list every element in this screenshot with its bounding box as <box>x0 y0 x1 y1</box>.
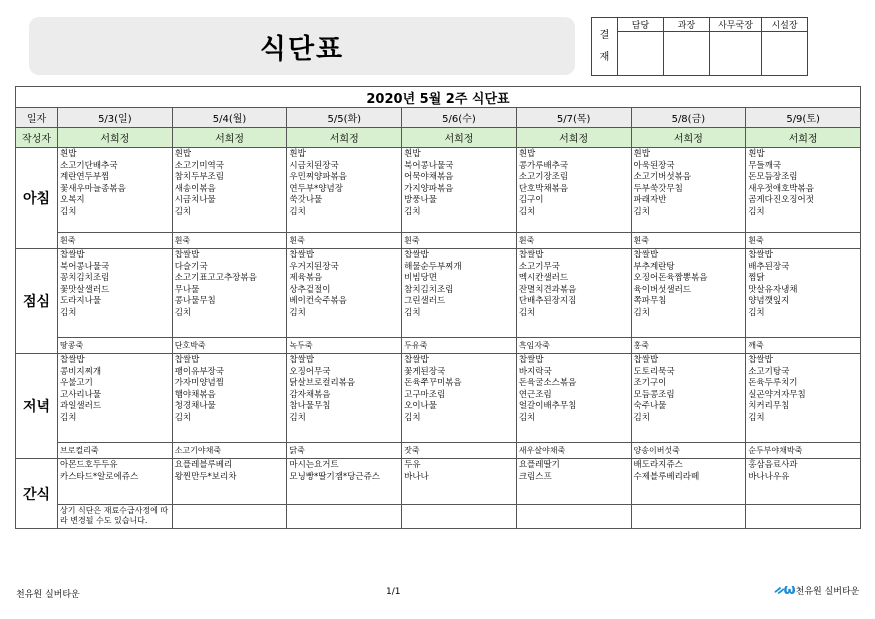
menu-item: 찹쌀밥 <box>748 250 773 260</box>
meal-label: 저녁 <box>16 354 58 459</box>
menu-item: 곰게다진오징어젓 <box>748 195 814 205</box>
organization-logo <box>774 582 859 598</box>
date-header-label: 일자 <box>16 108 58 128</box>
menu-item: 청경채나물 <box>174 401 216 411</box>
empty-cell <box>516 505 631 529</box>
menu-item: 방풍나물 <box>404 195 437 205</box>
menu-note: 상기 식단은 재료수급사정에 따라 변경될 수도 있습니다. <box>58 505 173 529</box>
menu-cell <box>172 354 287 443</box>
menu-item: 찹쌀밥 <box>60 355 85 365</box>
porridge-cell: 흰죽 <box>402 233 517 249</box>
snack-cell <box>287 459 402 505</box>
snack-item: 요플레딸기 <box>518 460 560 470</box>
empty-cell <box>287 505 402 529</box>
porridge-cell: 새우살야채죽 <box>516 443 631 459</box>
porridge-cell: 단호박죽 <box>172 338 287 354</box>
title-banner <box>29 17 575 75</box>
menu-item: 모듬콩조림 <box>633 389 675 400</box>
menu-item: 멕시칸샐러드 <box>518 273 569 283</box>
menu-item: 우거지된장국 <box>289 261 339 272</box>
menu-item: 김치 <box>633 307 650 318</box>
menu-item: 김치 <box>404 412 421 423</box>
snack-item: 두유 <box>404 460 421 470</box>
day-header: 5/3(일) <box>58 108 173 128</box>
menu-item: 치커리무침 <box>748 401 790 411</box>
author-header-label: 작성자 <box>16 128 58 148</box>
porridge-cell: 잣죽 <box>402 443 517 459</box>
menu-item: 김치 <box>289 206 306 217</box>
menu-item: 베이컨숙주볶음 <box>289 296 347 306</box>
menu-item: 참치두부조림 <box>174 172 224 182</box>
porridge-cell: 두유죽 <box>402 338 517 354</box>
porridge-cell: 흑임자죽 <box>516 338 631 354</box>
menu-item: 무들깨국 <box>748 160 782 171</box>
menu-cell <box>287 148 402 233</box>
menu-item: 고사리나물 <box>60 389 102 400</box>
approval-label-1: 결 <box>599 29 610 41</box>
porridge-cell: 흰죽 <box>631 233 746 249</box>
menu-item: 김치 <box>60 412 77 423</box>
author-cell: 서희정 <box>58 128 173 148</box>
menu-item: 돈모듬장조림 <box>748 172 798 182</box>
menu-item: 잔멸치견과볶음 <box>518 284 577 295</box>
snack-cell <box>631 459 746 505</box>
menu-item: 계란연두부찜 <box>60 172 110 182</box>
porridge-cell: 닭죽 <box>287 443 402 459</box>
porridge-cell: 흰죽 <box>516 233 631 249</box>
signature-box <box>664 32 710 76</box>
menu-item: 김치 <box>404 307 421 318</box>
menu-item: 조기구이 <box>633 378 667 388</box>
menu-cell <box>746 148 861 233</box>
menu-item: 비빔당면 <box>404 273 437 283</box>
snack-item: 홍삼음료사과 <box>748 460 798 470</box>
menu-table <box>15 86 861 529</box>
menu-item: 찹쌀밥 <box>404 250 429 260</box>
snack-item: 왕찐만두*보리차 <box>174 471 237 482</box>
empty-cell <box>172 505 287 529</box>
footer-organization: 천유원 실버타운 <box>16 590 80 600</box>
porridge-cell: 땅콩죽 <box>58 338 173 354</box>
menu-cell <box>516 354 631 443</box>
approval-role: 담당 <box>618 18 664 32</box>
menu-cell <box>402 148 517 233</box>
porridge-cell: 흰죽 <box>58 233 173 249</box>
menu-item: 시금치된장국 <box>289 160 339 171</box>
porridge-cell: 순두부야채박죽 <box>746 443 861 459</box>
menu-item: 콩가루배추국 <box>518 160 569 171</box>
menu-item: 파래자반 <box>633 195 667 205</box>
menu-item: 소고기표고고추장볶음 <box>174 273 257 283</box>
snack-item: 모닝빵*딸기잼*당근쥬스 <box>289 471 381 482</box>
author-cell: 서희정 <box>402 128 517 148</box>
menu-cell <box>58 354 173 443</box>
page-title: 식단표 <box>259 33 345 65</box>
menu-item: 김치 <box>174 307 192 318</box>
menu-item: 양념깻잎지 <box>748 296 790 306</box>
menu-cell <box>58 249 173 338</box>
day-header: 5/7(목) <box>516 108 631 128</box>
menu-item: 김치 <box>60 307 77 318</box>
menu-item: 쑥갓나물 <box>289 195 323 205</box>
menu-item: 부추계란탕 <box>633 261 675 272</box>
note-row <box>16 505 861 529</box>
menu-cell <box>516 249 631 338</box>
menu-item: 해물순두부찌개 <box>404 261 462 272</box>
menu-item: 김치 <box>518 412 536 423</box>
snack-item: 바나나우유 <box>748 471 790 482</box>
menu-item: 콩나물무침 <box>174 296 216 306</box>
snack-cell <box>402 459 517 505</box>
signature-box <box>618 32 664 76</box>
snack-cell <box>516 459 631 505</box>
menu-item: 바지락국 <box>518 366 552 377</box>
menu-item: 햄야채볶음 <box>174 389 216 400</box>
meal-row <box>16 148 861 233</box>
snack-item: 수제블루베리라떼 <box>633 471 700 482</box>
menu-item: 돈육쭈꾸미볶음 <box>404 378 462 388</box>
day-header: 5/8(금) <box>631 108 746 128</box>
menu-item: 찹쌀밥 <box>289 250 315 260</box>
menu-item: 소고기버섯볶음 <box>633 172 691 182</box>
menu-item: 콩비지찌개 <box>60 366 102 377</box>
menu-item: 김치 <box>748 206 765 217</box>
approval-box <box>591 17 808 76</box>
menu-item: 우민찌양파볶음 <box>289 172 347 182</box>
menu-item: 고구마조림 <box>404 389 446 400</box>
menu-item: 소고기장조림 <box>518 172 569 182</box>
menu-item: 찹쌀밥 <box>633 355 659 365</box>
menu-item: 도토리묵국 <box>633 366 675 377</box>
menu-item: 감자채볶음 <box>289 389 331 400</box>
menu-item: 찹쌀밥 <box>518 355 544 365</box>
menu-item: 두부쑥갓무침 <box>633 183 683 194</box>
menu-item: 연두부*양념장 <box>289 183 343 194</box>
menu-cell <box>58 148 173 233</box>
menu-item: 아욱된장국 <box>633 160 675 171</box>
menu-item: 흰밥 <box>748 149 765 159</box>
snack-cell <box>746 459 861 505</box>
porridge-cell: 홍죽 <box>631 338 746 354</box>
porridge-cell: 흰죽 <box>287 233 402 249</box>
day-header: 5/6(수) <box>402 108 517 128</box>
author-cell: 서희정 <box>746 128 861 148</box>
snack-row <box>16 459 861 505</box>
empty-cell <box>631 505 746 529</box>
menu-item: 김치 <box>748 412 765 423</box>
porridge-cell: 흰죽 <box>172 233 287 249</box>
snack-item: 크림스프 <box>518 471 552 482</box>
menu-item: 흰밥 <box>60 149 77 159</box>
menu-item: 오복지 <box>60 195 85 205</box>
menu-item: 찹쌀밥 <box>748 355 773 365</box>
menu-item: 가지양파볶음 <box>404 183 454 194</box>
menu-item: 우불고기 <box>60 378 93 388</box>
approval-role: 과장 <box>664 18 710 32</box>
meal-label: 아침 <box>16 148 58 249</box>
menu-item: 찹쌀밥 <box>404 355 429 365</box>
menu-item: 참치김치조림 <box>404 284 454 295</box>
menu-item: 시금치나물 <box>174 195 216 205</box>
menu-item: 소고기탕국 <box>748 366 790 377</box>
menu-item: 꽃게된장국 <box>404 366 446 377</box>
menu-item: 육이버섯샐러드 <box>633 284 691 295</box>
menu-item: 김치 <box>289 412 306 423</box>
menu-item: 북어콩나물국 <box>60 261 110 272</box>
snack-cell <box>172 459 287 505</box>
menu-item: 흰밥 <box>174 149 192 159</box>
menu-item: 북어콩나물국 <box>404 160 454 171</box>
week-title: 2020년 5월 2주 식단표 <box>16 87 861 108</box>
menu-item: 찜닭 <box>748 273 765 283</box>
menu-item: 오이나물 <box>404 401 437 411</box>
snack-item: 카스타드*알로에쥬스 <box>60 471 139 482</box>
menu-item: 상추겉절이 <box>289 284 331 295</box>
snack-cell <box>58 459 173 505</box>
menu-item: 흰밥 <box>404 149 421 159</box>
day-header: 5/9(토) <box>746 108 861 128</box>
menu-item: 김치 <box>518 206 536 217</box>
menu-item: 무나물 <box>174 284 200 295</box>
approval-role: 시설장 <box>762 18 808 32</box>
menu-item: 제육볶음 <box>289 273 323 283</box>
logo-text: 천유원 실버타운 <box>795 586 860 597</box>
approval-role: 사무국장 <box>710 18 762 32</box>
menu-item: 찹쌀밥 <box>518 250 544 260</box>
menu-item: 얼갈이배추무침 <box>518 401 577 411</box>
menu-item: 새송이볶음 <box>174 183 216 194</box>
porridge-cell: 양송이버섯죽 <box>631 443 746 459</box>
menu-item: 김치 <box>404 206 421 217</box>
porridge-row <box>16 338 861 354</box>
menu-item: 찹쌀밥 <box>289 355 315 365</box>
porridge-cell: 소고기야채죽 <box>172 443 287 459</box>
author-cell: 서희정 <box>172 128 287 148</box>
porridge-cell: 흰죽 <box>746 233 861 249</box>
menu-item: 단호박채볶음 <box>518 183 569 194</box>
menu-item: 꽃맛살샐러드 <box>60 284 110 295</box>
porridge-row <box>16 443 861 459</box>
menu-item: 숙주나물 <box>633 401 667 411</box>
menu-item: 흰밥 <box>633 149 650 159</box>
menu-item: 연근조림 <box>518 389 552 400</box>
porridge-cell: 녹두죽 <box>287 338 402 354</box>
menu-item: 도라지나물 <box>60 296 102 306</box>
menu-item: 소고기단배추국 <box>60 160 118 171</box>
menu-item: 찹쌀밥 <box>633 250 659 260</box>
snack-item: 요플레블루베리 <box>174 460 233 470</box>
author-cell: 서희정 <box>516 128 631 148</box>
menu-item: 그린샐러드 <box>404 296 446 306</box>
menu-cell <box>746 249 861 338</box>
porridge-cell: 깨죽 <box>746 338 861 354</box>
porridge-cell: 브로컬리죽 <box>58 443 173 459</box>
menu-item: 찹쌀밥 <box>174 250 200 260</box>
menu-item: 찹쌀밥 <box>60 250 85 260</box>
snack-item: 마시는요거트 <box>289 460 339 470</box>
porridge-row <box>16 233 861 249</box>
menu-item: 소고기미역국 <box>174 160 224 171</box>
author-cell: 서희정 <box>287 128 402 148</box>
menu-item: 돈육굴소스볶음 <box>518 378 577 388</box>
menu-item: 실곤약겨자무침 <box>748 389 806 400</box>
menu-item: 찹쌀밥 <box>174 355 200 365</box>
menu-item: 꽃새우마늘종볶음 <box>60 183 126 194</box>
menu-cell <box>402 249 517 338</box>
menu-item: 흰밥 <box>289 149 306 159</box>
empty-cell <box>746 505 861 529</box>
author-cell: 서희정 <box>631 128 746 148</box>
menu-item: 김치 <box>174 206 192 217</box>
menu-item: 단배추된장지짐 <box>518 296 577 306</box>
menu-item: 배추된장국 <box>748 261 790 272</box>
signature-box <box>762 32 808 76</box>
menu-cell <box>287 249 402 338</box>
menu-cell <box>516 148 631 233</box>
menu-item: 김치 <box>633 206 650 217</box>
menu-cell <box>631 354 746 443</box>
approval-label-2: 재 <box>599 51 610 63</box>
page-number: 1/1 <box>386 587 401 597</box>
menu-cell <box>631 249 746 338</box>
menu-item: 가자미양념찜 <box>174 378 224 388</box>
logo-mark-icon: ᨀω <box>774 582 794 598</box>
menu-item: 김치 <box>518 307 536 318</box>
snack-item: 아몬드호두두유 <box>60 460 118 470</box>
menu-item: 맛살유자냉채 <box>748 284 798 295</box>
menu-item: 김치 <box>633 412 650 423</box>
meal-label: 간식 <box>16 459 58 529</box>
menu-item: 참나물무침 <box>289 401 331 411</box>
menu-cell <box>402 354 517 443</box>
meal-label: 점심 <box>16 249 58 354</box>
menu-cell <box>631 148 746 233</box>
day-header: 5/5(화) <box>287 108 402 128</box>
menu-item: 어묵야채볶음 <box>404 172 454 182</box>
menu-item: 돈육두루치기 <box>748 378 798 388</box>
menu-item: 새우젓애호박볶음 <box>748 183 814 194</box>
menu-item: 오징어무국 <box>289 366 331 377</box>
menu-item: 쪽파무침 <box>633 296 667 306</box>
day-header: 5/4(월) <box>172 108 287 128</box>
menu-item: 팽이유부장국 <box>174 366 224 377</box>
menu-cell <box>746 354 861 443</box>
menu-item: 꽁치김치조림 <box>60 273 110 283</box>
menu-item: 닭살브로컬리볶음 <box>289 378 356 388</box>
menu-item: 김치 <box>60 206 77 217</box>
menu-item: 오징어돈육짬뽕볶음 <box>633 273 708 283</box>
signature-box <box>710 32 762 76</box>
snack-item: 배도라지쥬스 <box>633 460 683 470</box>
menu-item: 다슬기국 <box>174 261 208 272</box>
meal-row <box>16 249 861 338</box>
menu-item: 김치 <box>289 307 306 318</box>
meal-row <box>16 354 861 443</box>
menu-item: 과일샐러드 <box>60 401 102 411</box>
menu-cell <box>172 249 287 338</box>
menu-cell <box>172 148 287 233</box>
menu-item: 김구이 <box>518 195 544 205</box>
empty-cell <box>402 505 517 529</box>
menu-cell <box>287 354 402 443</box>
menu-item: 김치 <box>174 412 192 423</box>
snack-item: 바나나 <box>404 471 429 482</box>
menu-item: 소고기무국 <box>518 261 560 272</box>
menu-item: 김치 <box>748 307 765 318</box>
menu-item: 흰밥 <box>518 149 536 159</box>
